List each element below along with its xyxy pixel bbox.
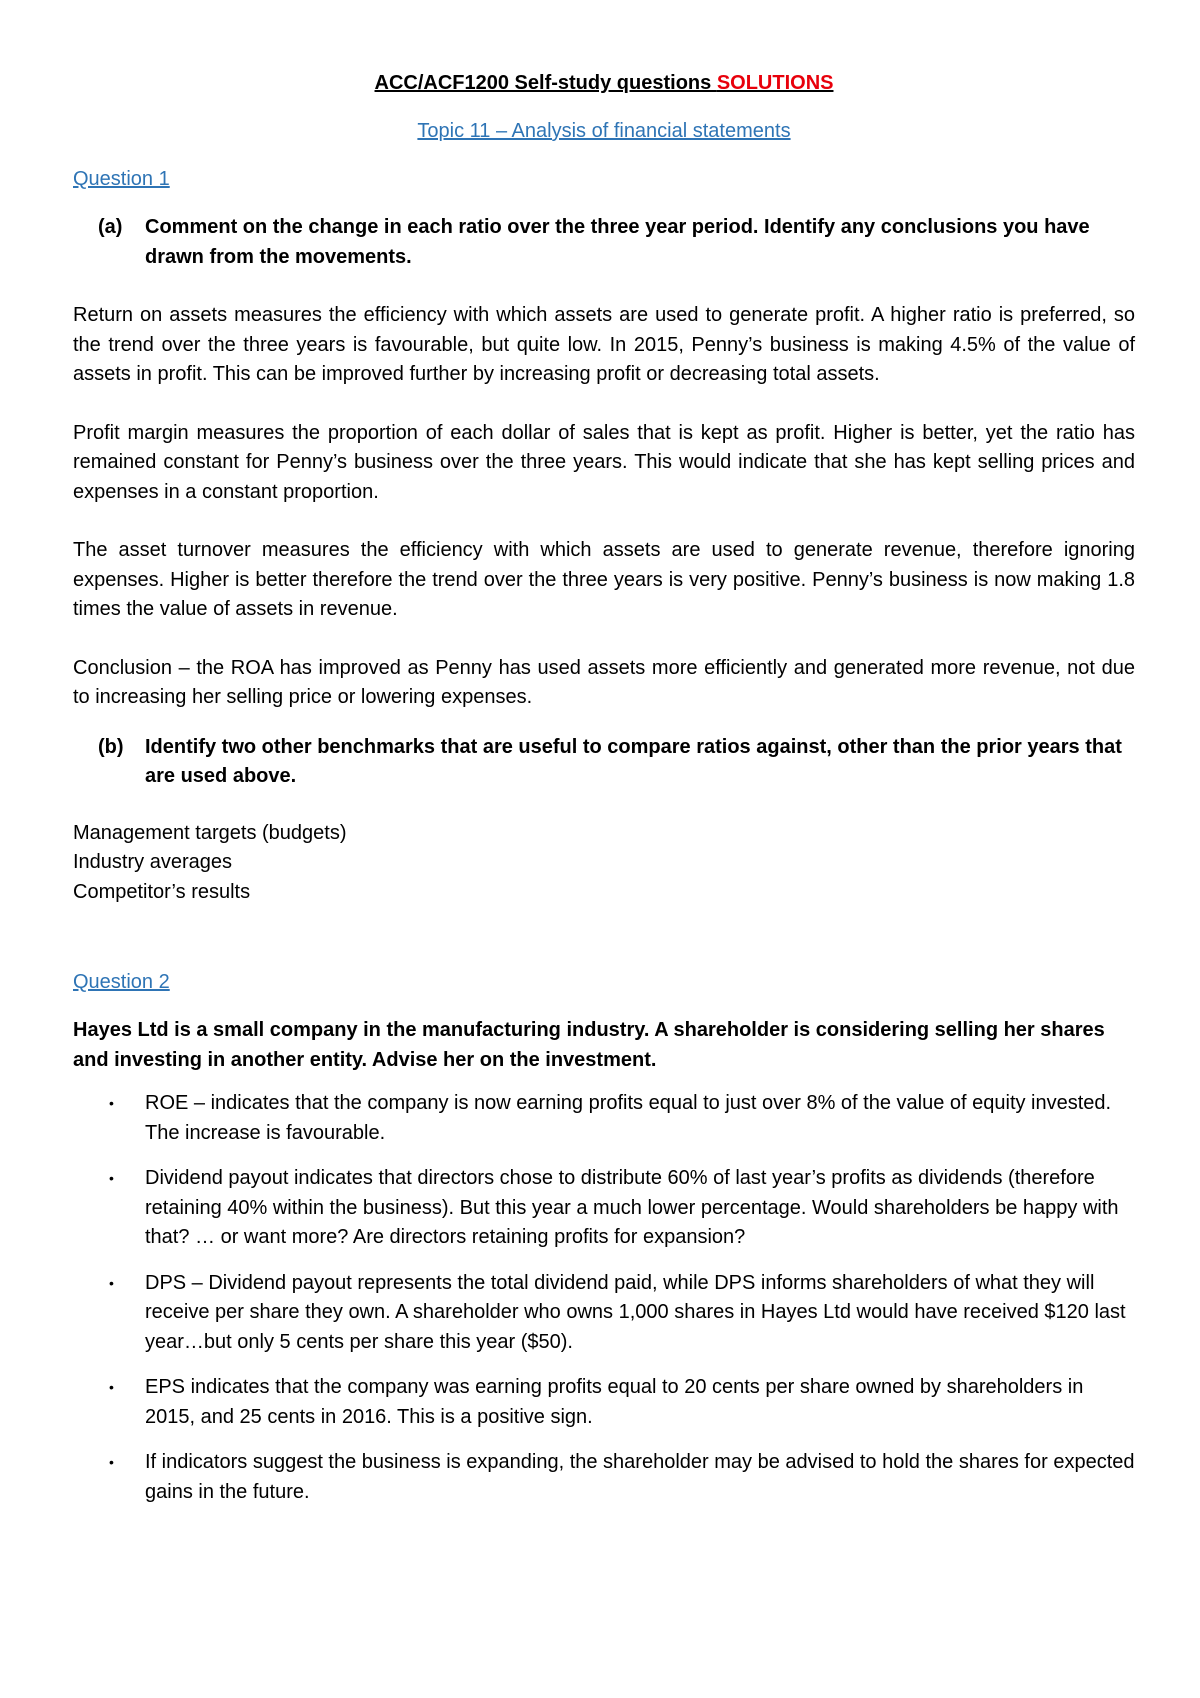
answer-paragraph-conclusion: Conclusion – the ROA has improved as Penny has used assets more efficiently and generated more revenue, not due to increasing her selling price or lowering expenses. — [73, 656, 1135, 708]
document-title — [73, 70, 1135, 97]
list-item — [73, 1089, 1135, 1148]
document-title-accent: SOLUTIONS — [716, 72, 834, 94]
part-a-text: Comment on the change in each ratio over the three year period. Identify any conclusions you have drawn from the movements. — [145, 216, 1090, 268]
part-b-text: Identify two other benchmarks that are useful to compare ratios against, other than the prior years that are used above. — [145, 735, 1122, 787]
bullet-icon: • — [109, 1379, 114, 1395]
list-item — [73, 1269, 1135, 1358]
benchmark-item: Industry averages — [73, 851, 232, 873]
part-b-letter: (b) — [98, 735, 124, 758]
list-item — [73, 1373, 1135, 1432]
list-item — [73, 1164, 1135, 1253]
benchmarks-list — [73, 819, 1135, 908]
list-item — [73, 1448, 1135, 1507]
topic-heading: Topic 11 – Analysis of financial statements — [417, 120, 791, 142]
question-2-heading: Question 2 — [73, 971, 170, 993]
answer-paragraph-roa: Return on assets measures the efficiency with which assets are used to generate profit. A higher ratio is preferred, so the trend over the three years is favourable, but quite low. In 2015, Penny’s business is making 4.5% of the value of assets in profit. This can be improved further by increasing profit or decreasing total assets. — [73, 304, 1135, 385]
bullet-text-dividend-payout: Dividend payout indicates that directors chose to distribute 60% of last year’s profits as dividends (therefore retaining 40% within the business). But this year a much lower percentage. Would shareholders be happy with that? … or want more? Are directors retaining profits for expansion? — [145, 1167, 1119, 1248]
document-title-main: ACC/ACF1200 Self-study questions — [374, 72, 717, 94]
answer-paragraph-profit-margin: Profit margin measures the proportion of each dollar of sales that is kept as profit. Higher is better, yet the ratio has remained constant for Penny’s business over the three years. This would indicate that she has kept selling prices and expenses in a constant proportion. — [73, 421, 1135, 503]
bullet-text-hold-shares: If indicators suggest the business is expanding, the shareholder may be advised to hold the shares for expected gains in the future. — [145, 1451, 1135, 1503]
part-a-letter: (a) — [98, 216, 123, 238]
question-2-intro: Hayes Ltd is a small company in the manufacturing industry. A shareholder is considering selling her shares and investing in another entity. Advise her on the investment. — [73, 1019, 1105, 1071]
question-1-heading: Question 1 — [73, 168, 170, 190]
benchmark-item: Management targets (budgets) — [73, 821, 347, 844]
document-page — [73, 70, 1135, 1523]
bullet-icon: • — [109, 1454, 114, 1470]
bullet-icon: • — [109, 1170, 114, 1186]
bullet-text-dps: DPS – Dividend payout represents the total dividend paid, while DPS informs shareholders of what they will receive per share they own. A shareholder who owns 1,000 shares in Hayes Ltd would have received $120 last year…but only 5 cents per share this year ($50). — [145, 1271, 1126, 1353]
question-2-bullet-list — [73, 1089, 1135, 1507]
question-1-part-b — [73, 733, 1135, 792]
bullet-text-roe: ROE – indicates that the company is now earning profits equal to just over 8% of the value of equity invested. The increase is favourable. — [145, 1092, 1112, 1144]
bullet-icon: • — [109, 1095, 114, 1111]
bullet-icon: • — [109, 1274, 114, 1291]
benchmark-item: Competitor’s results — [73, 880, 251, 903]
bullet-text-eps: EPS indicates that the company was earning profits equal to 20 cents per share owned by shareholders in 2015, and 25 cents in 2016. This is a positive sign. — [145, 1376, 1084, 1428]
question-1-part-a — [73, 213, 1135, 272]
answer-paragraph-asset-turnover: The asset turnover measures the efficiency with which assets are used to generate revenue, therefore ignoring expenses. Higher is better therefore the trend over the three years is very positive. Penny’s business is now making 1.8 times the value of assets in revenue. — [73, 539, 1135, 620]
